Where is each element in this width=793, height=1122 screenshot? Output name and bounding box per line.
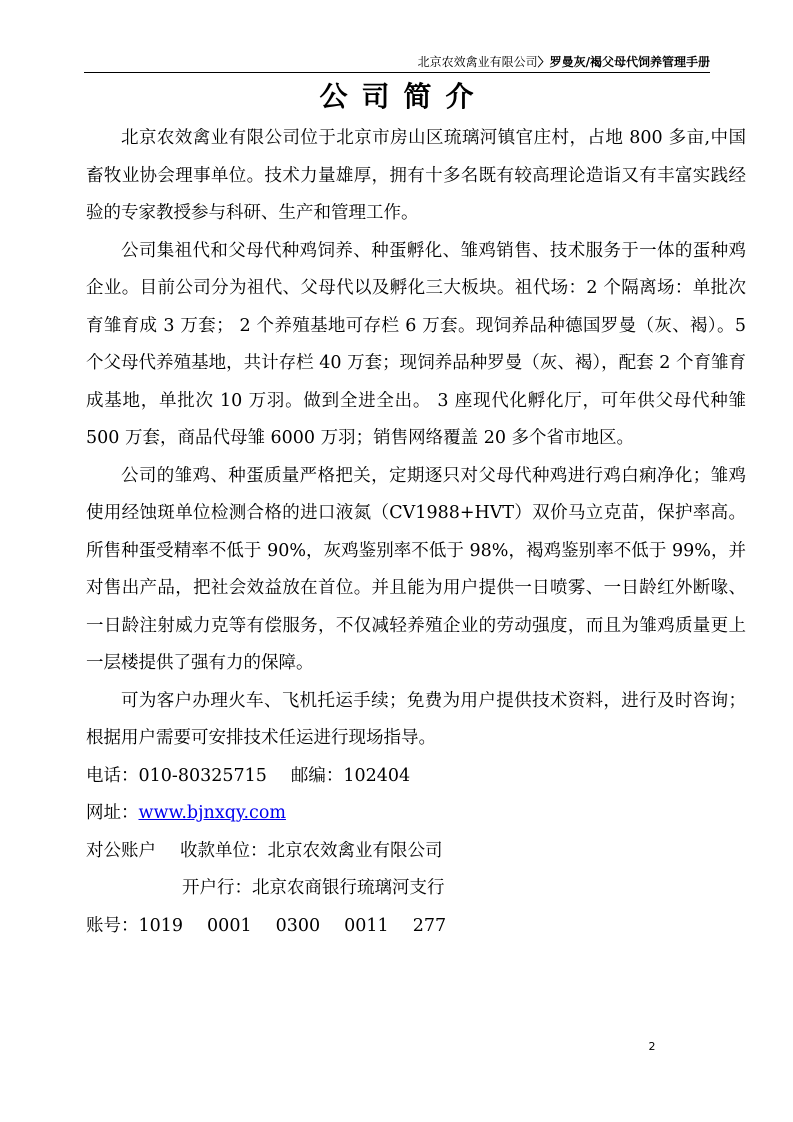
account-number-part: 277 (412, 915, 447, 936)
paragraph-business: 公司集祖代和父母代种鸡饲养、种蛋孵化、雏鸡销售、技术服务于一体的蛋种鸡企业。目前公司分为祖代、父母代以及孵化三大板块。祖代场：2 个隔离场：单批次育雏育成 3 万套； 2 个养殖基地可存栏 6 万套。现饲养品种德国罗曼（灰、褐）。5 个父母代养殖基地，共计存栏 40 万套；现饲养品种罗曼（灰、褐），配套 2 个育雏育成基地，单批次 10 万羽。做到全进全出。 3 座现代化孵化厅，可年供父母代种雏 500 万套，商品代母雏 6000 万羽；销售网络覆盖 20 多个省市地区。 (86, 240, 746, 448)
page-title: 公司简介 (319, 80, 488, 113)
account-number-label: 账号： (86, 915, 139, 936)
header-manual-title: 罗曼灰/褐父母代饲养管理手册 (549, 55, 710, 69)
header-rule (84, 72, 710, 73)
website-link[interactable]: www.bjnxqy.com (138, 803, 286, 823)
postcode-value: 102404 (343, 765, 411, 786)
account-number-part: 0011 (344, 915, 389, 936)
payee-label: 收款单位： (180, 840, 268, 861)
postcode-label: 邮编： (290, 765, 344, 786)
paragraph-location: 北京农效禽业有限公司位于北京市房山区琉璃河镇官庄村，占地 800 多亩,中国畜牧业协会理事单位。技术力量雄厚，拥有十多名既有较高理论造诣又有丰富实践经验的专家教授参与科研、生产和管理工作。 (86, 128, 746, 223)
account-number-part: 0001 (207, 915, 252, 936)
account-label: 对公账户 (86, 840, 156, 861)
website-line (86, 795, 746, 833)
account-line (86, 833, 746, 871)
paragraph-quality: 公司的雏鸡、种蛋质量严格把关，定期逐只对父母代种鸡进行鸡白痢净化；雏鸡使用经蚀斑单位检测合格的进口液氮（CV1988+HVT）双价马立克苗，保护率高。所售种蛋受精率不低于 90%，灰鸡鉴别率不低于 98%，褐鸡鉴别率不低于 99%，并对售出产品，把社会效益放在首位。并且能为用户提供一日喷雾、一日龄红外断喙、一日龄注射威力克等有偿服务，不仅减轻养殖企业的劳动强度，而且为雏鸡质量更上一层楼提供了强有力的保障。 (86, 465, 746, 673)
account-number-part: 1019 (138, 915, 184, 936)
account-number-part: 0300 (275, 915, 321, 936)
paragraph-services: 可为客户办理火车、飞机托运手续；免费为用户提供技术资料，进行及时咨询；根据用户需要可安排技术任运进行现场指导。 (86, 690, 746, 748)
header-company: 北京农效禽业有限公司 (417, 55, 538, 69)
phone-number: 010-80325715 (138, 765, 267, 786)
account-number-line (86, 908, 746, 946)
running-header (84, 54, 710, 70)
page-number: 2 (648, 1040, 656, 1053)
payee-value: 北京农效禽业有限公司 (267, 840, 443, 861)
header-separator: 〉 (537, 55, 550, 69)
body-text (86, 120, 746, 945)
phone-label: 电话： (86, 765, 139, 786)
website-label: 网址： (86, 803, 139, 823)
bank-line (86, 870, 746, 908)
bank-label: 开户行： (182, 878, 252, 898)
bank-value: 北京农商银行琉璃河支行 (252, 878, 445, 898)
phone-line (86, 758, 746, 796)
